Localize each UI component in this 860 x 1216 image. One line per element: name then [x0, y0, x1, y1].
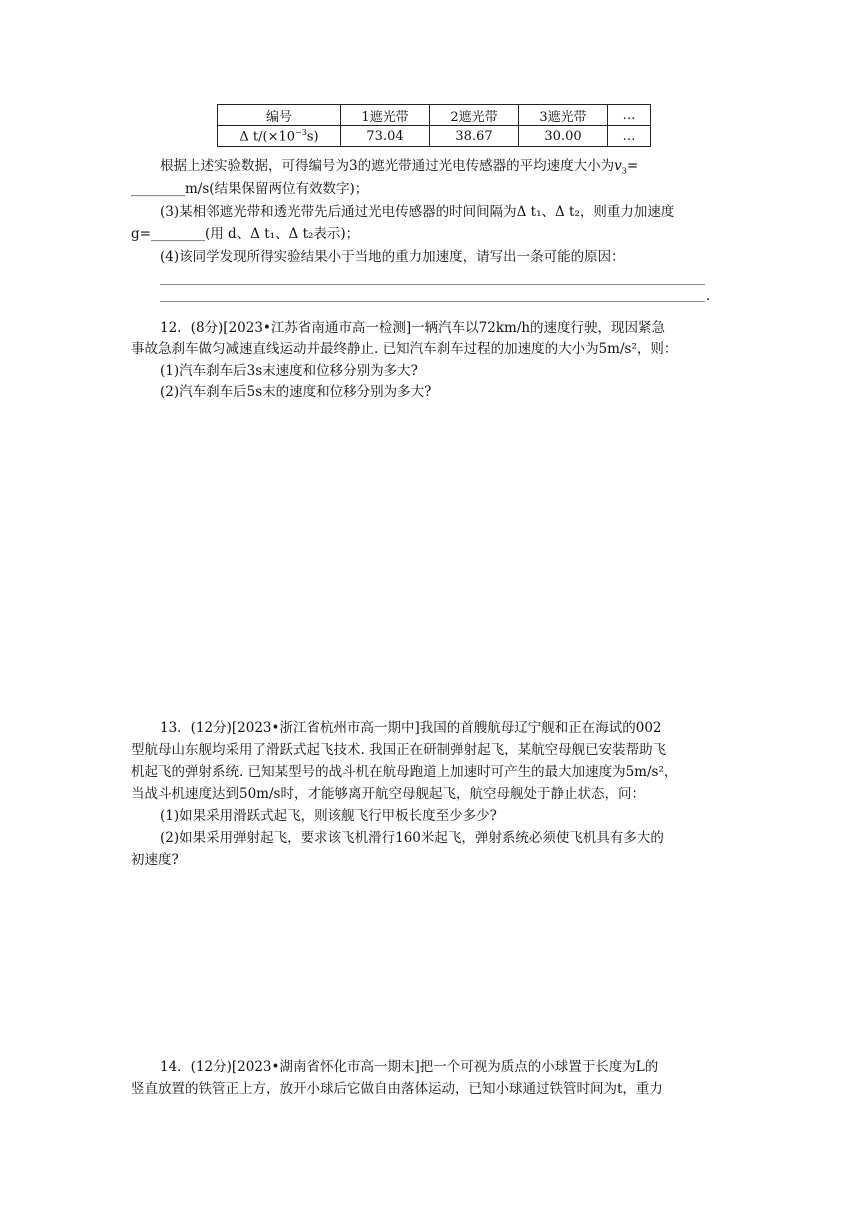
- q13-line2: 型航母山东舰均采用了滑跃式起飞技术. 我国正在研制弹射起飞，某航空母舰已安装帮助飞: [131, 742, 667, 758]
- q11-part3-line2: g=________(用 d、Δ t₁、Δ t₂表示)；: [131, 226, 360, 242]
- q11-part3-line1: (3)某相邻遮光带和透光带先后通过光电传感器的时间间隔为Δ t₁、Δ t₂，则重力加速度: [160, 204, 675, 220]
- period-mark: .: [706, 288, 711, 304]
- q13-sub2: (2)如果采用弹射起飞，要求该飞机滑行160米起飞，弹射系统必须使飞机具有多大的: [160, 830, 664, 846]
- q13-line4: 当战斗机速度达到50m/s时，才能够离开航空母舰起飞，航空母舰处于静止状态，问：: [131, 786, 645, 802]
- q13-line3: 机起飞的弹射系统. 已知某型号的战斗机在航母跑道上加速时可产生的最大加速度为5m/s²，: [131, 764, 678, 780]
- data-table: [217, 104, 651, 147]
- table-header-cell: 3遮光带: [519, 105, 608, 126]
- q14-line1: 14．(12分)[2023•湖南省怀化市高一期末]把一个可视为质点的小球置于长度为L的: [160, 1059, 659, 1075]
- table-header-cell: …: [608, 105, 651, 126]
- q14-line2: 竖直放置的铁管正上方，放开小球后它做自由落体运动，已知小球通过铁管时间为t，重力: [131, 1081, 663, 1097]
- q12-line1: 12．(8分)[2023•江苏省南通市高一检测]一辆汽车以72km/h的速度行驶，现因紧急: [160, 320, 666, 336]
- answer-line: [160, 284, 705, 285]
- q12-sub1: (1)汽车刹车后3s末速度和位移分别为多大?: [160, 363, 418, 379]
- table-row-label: Δ $t/(\times 10^{-3}s)$: [218, 126, 341, 147]
- table-header-cell: 编号: [218, 105, 341, 126]
- q13-sub2-cont: 初速度?: [131, 852, 179, 868]
- table-cell: 30.00: [519, 126, 608, 147]
- table-header-cell: 1遮光带: [341, 105, 430, 126]
- answer-line: [160, 301, 705, 302]
- q11-line2: ________m/s(结果保留两位有效数字)；: [131, 181, 369, 197]
- table-cell: …: [608, 126, 651, 147]
- q12-sub2: (2)汽车刹车后5s末的速度和位移分别为多大?: [160, 384, 432, 400]
- table-row: [218, 126, 651, 147]
- q13-sub1: (1)如果采用滑跃式起飞，则该舰飞行甲板长度至少多少?: [160, 808, 497, 824]
- q13-line1: 13．(12分)[2023•浙江省杭州市高一期中]我国的首艘航母辽宁舰和正在海试的002: [160, 720, 662, 736]
- q11-part4: (4)该同学发现所得实验结果小于当地的重力加速度，请写出一条可能的原因：: [160, 249, 625, 265]
- table-cell: 38.67: [430, 126, 519, 147]
- q11-line1: 根据上述实验数据，可得编号为3的遮光带通过光电传感器的平均速度大小为$v_3=$: [160, 158, 639, 176]
- q12-line2: 事故急刹车做匀减速直线运动并最终静止. 已知汽车刹车过程的加速度的大小为5m/s²，则：: [131, 341, 678, 357]
- table-cell: 73.04: [341, 126, 430, 147]
- table-header-cell: 2遮光带: [430, 105, 519, 126]
- table-header-row: [218, 105, 651, 126]
